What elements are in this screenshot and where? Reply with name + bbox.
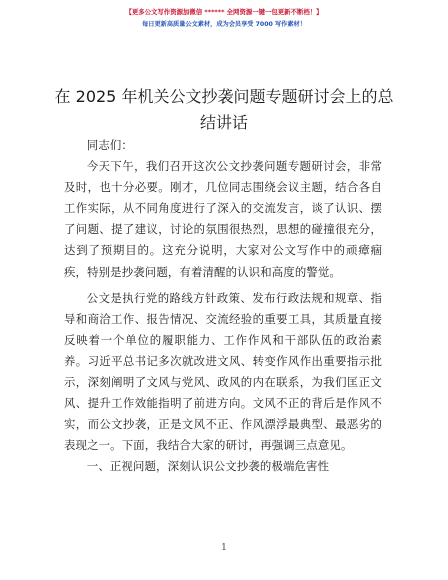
page-number: 1 xyxy=(221,543,227,553)
paragraph-opening: 今天下午，我们召开这次公文抄袭问题专题研讨会，非常及时，也十分必要。刚才，几位同志围绕会议主题，结合各自工作实际，从不同角度进行了深入的交流发言，谈了认识、摆了问题、提了建议，讨论的氛围很热烈，思想的碰撞很充分，达到了预期目的。这充分说明，大家对公文写作中的顽瘴痼疾，特别是抄袭问题，有着清醒的认识和高度的警觉。 xyxy=(64,159,382,279)
salutation: 同志们： xyxy=(86,138,133,152)
promo-banner-line-2: 每日更新高质量公文素材，成为会员享受 7000 写作素材！ xyxy=(142,21,306,28)
promo-banner-line-1: 【更多公文写作资源加微信 ****** 全网资源一键一包更新不断档！】 xyxy=(125,8,323,16)
section-heading-one: 一、正视问题，深刻认识公文抄袭的极端危害性 xyxy=(86,459,330,474)
document-body xyxy=(64,135,382,478)
document-title: 在 2025 年机关公文抄袭问题专题研讨会上的总结讲话 xyxy=(54,87,394,132)
paragraph-significance: 公文是执行党的路线方针政策、发布行政法规和规章、指导和商洽工作、报告情况、交流经验的重要工具，其质量直接反映着一个单位的履职能力、工作作风和干部队伍的政治素养。习近平总书记多次就改进文风、转变作风作出重要指示批示，深刻阐明了文风与党风、政风的内在联系，为我们匡正文风、提升工作效能指明了前进方向。文风不正的背后是作风不实，而公文抄袭，正是文风不正、作风漂浮最典型、最恶劣的表现之一。下面，我结合大家的研讨，再强调三点意见。 xyxy=(64,290,382,453)
